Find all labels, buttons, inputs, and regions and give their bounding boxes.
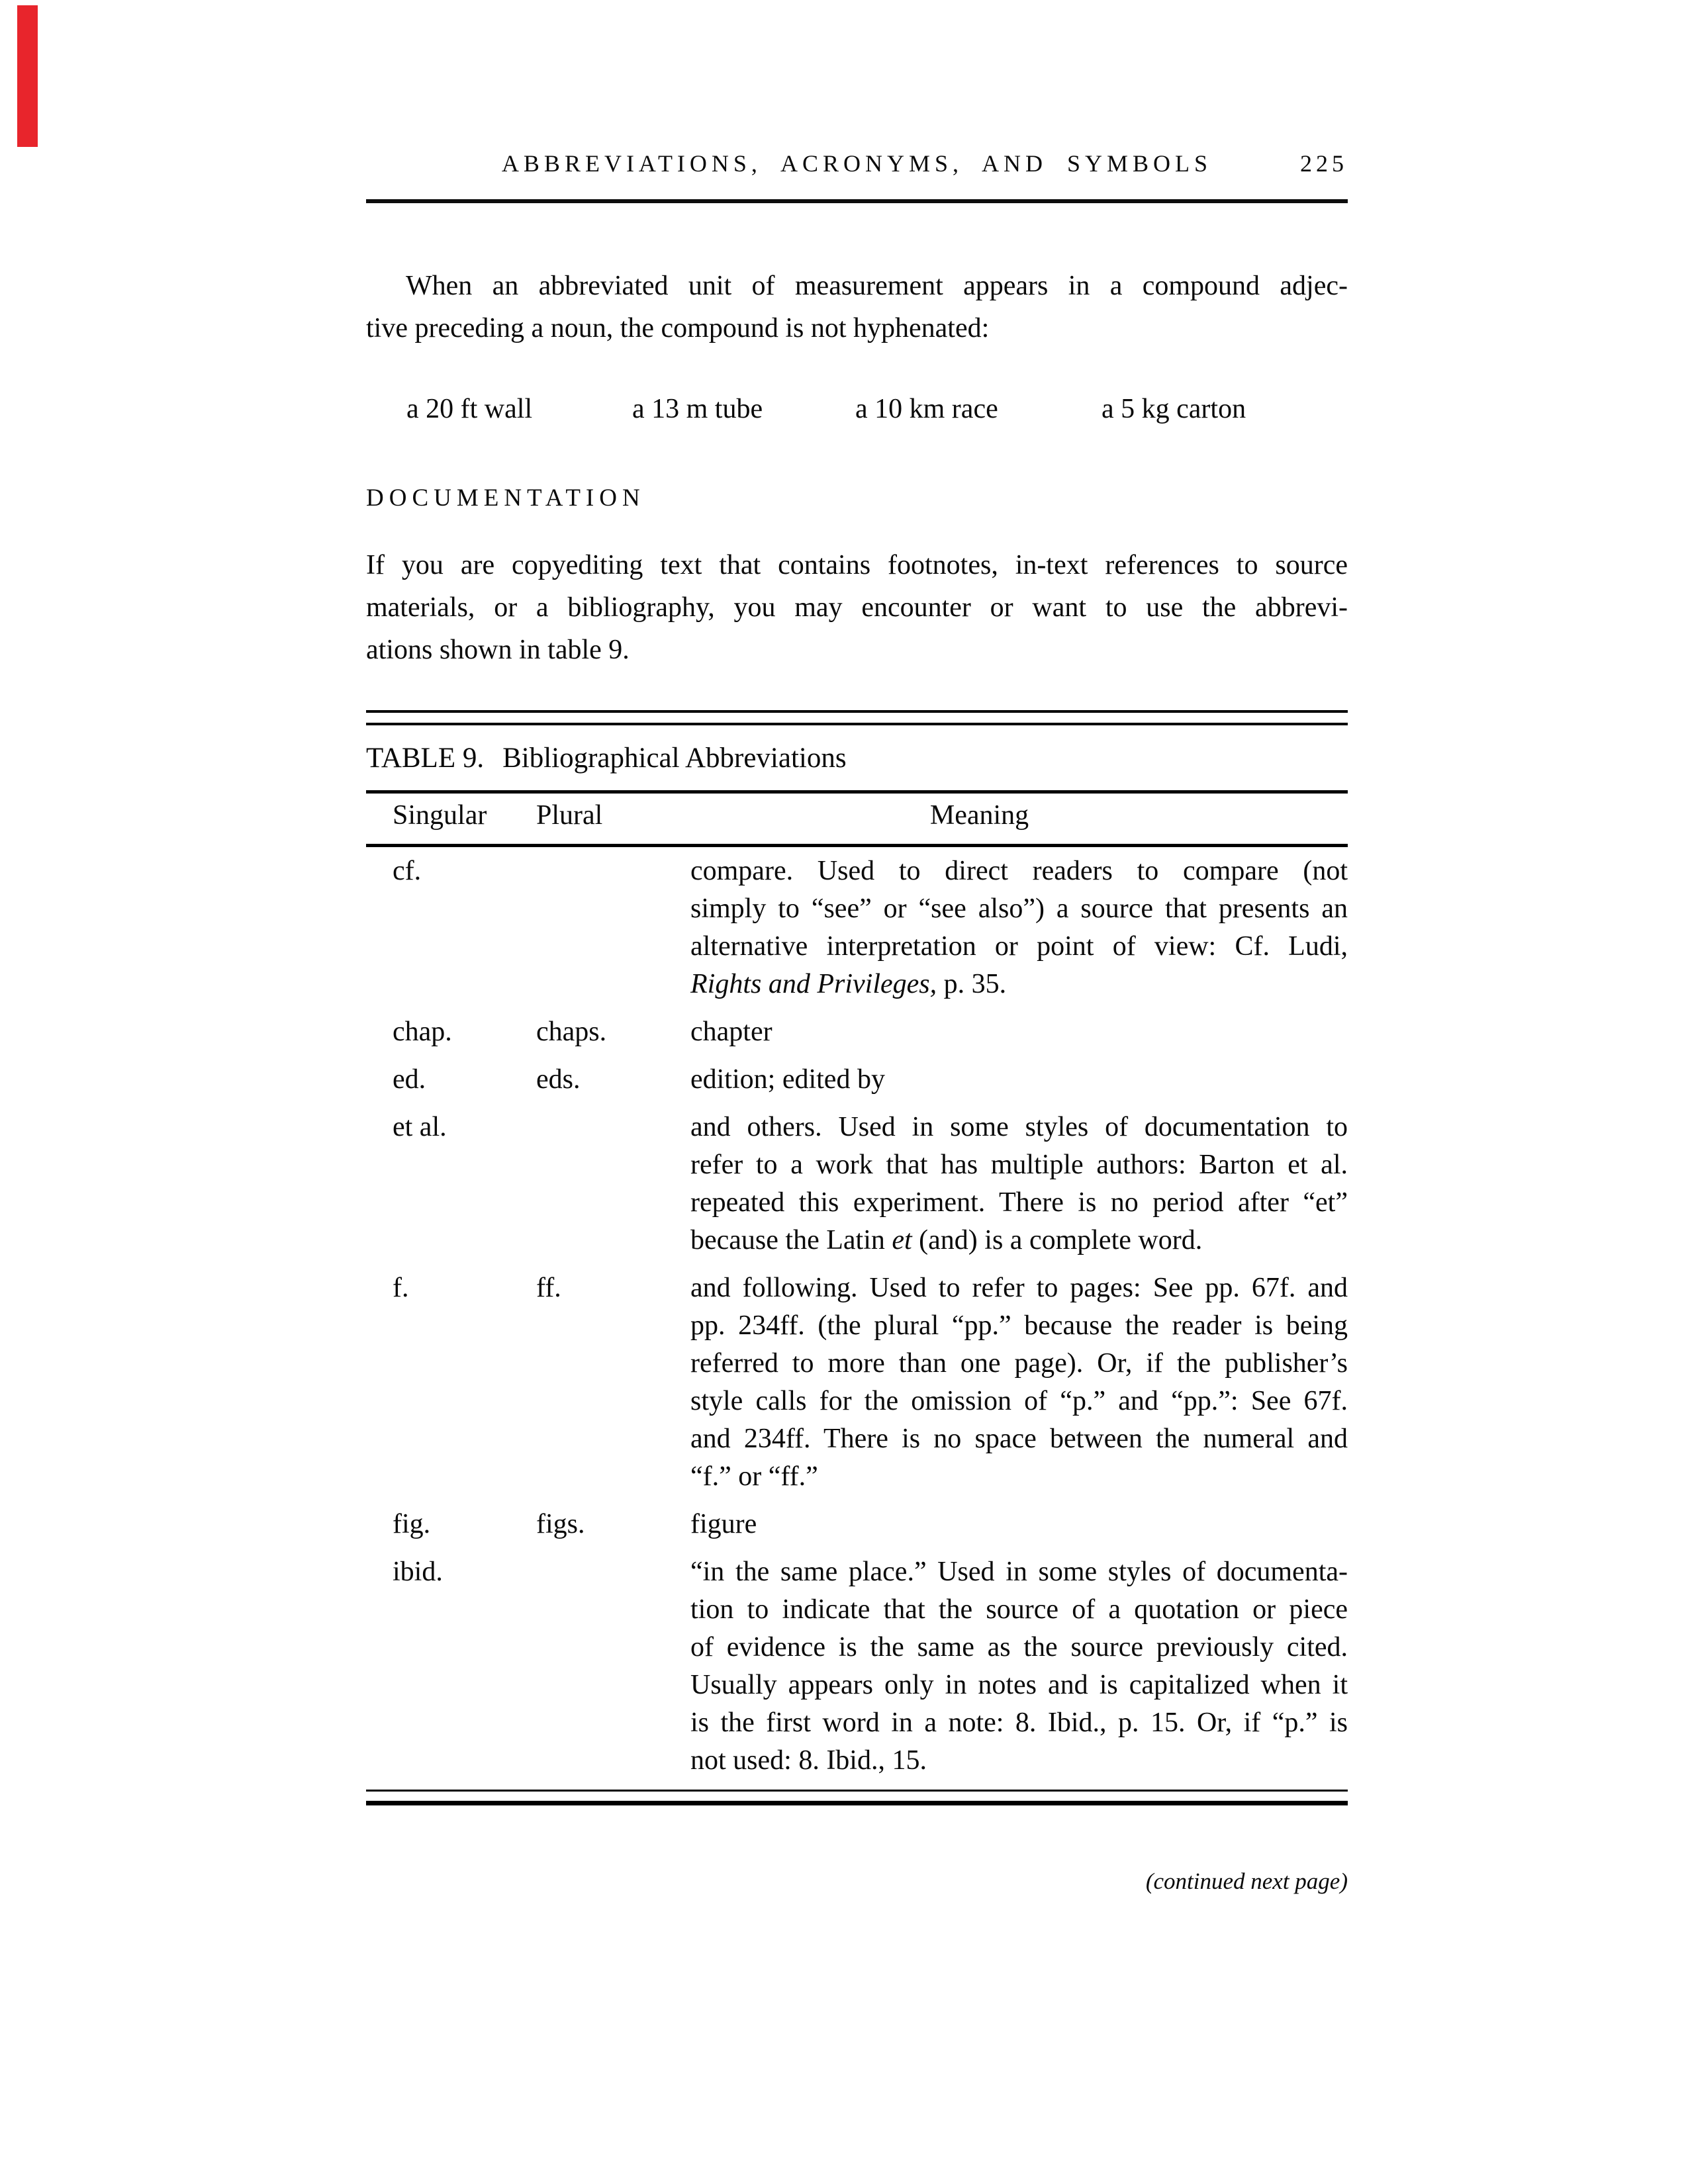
bibliographical-abbreviations-table [366, 710, 1348, 1895]
text-segment: “f.” or “ff.” [690, 1461, 818, 1492]
table-row [366, 1506, 1348, 1543]
text-segment: materials, or a bibliography, you may encounter or want to use the abbrevi- [366, 592, 1348, 623]
singular-cell: cf. [393, 856, 422, 886]
intro-paragraph [366, 265, 1348, 349]
table-header-row [366, 794, 1348, 844]
italic-text: Rights and Privileges, [690, 969, 937, 999]
text-segment: not used: 8. Ibid., 15. [690, 1745, 927, 1776]
example-item: a 5 kg carton [1102, 394, 1246, 424]
table-caption-label: TABLE 9. [366, 743, 485, 774]
text-segment: and following. Used to refer to pages: See pp. 67f. and [690, 1273, 1348, 1303]
table-caption [366, 725, 1348, 790]
text-line [690, 1666, 1348, 1704]
column-header-meaning: Meaning [929, 800, 1029, 831]
table-caption-title: Bibliographical Abbreviations [502, 743, 847, 774]
text-line [690, 1345, 1348, 1383]
table-row [366, 852, 1348, 1003]
text-segment: referred to more than one page). Or, if the publisher’s [690, 1348, 1348, 1379]
plural-cell [536, 1553, 690, 1780]
meaning-cell [690, 1109, 1348, 1259]
text-line [690, 1061, 1348, 1099]
table-body [366, 847, 1348, 1780]
text-line [690, 1222, 1348, 1259]
plural-cell: figs. [536, 1509, 585, 1539]
text-line [690, 852, 1348, 890]
documentation-paragraph [366, 544, 1348, 671]
text-line [690, 1013, 1348, 1051]
text-segment: Usually appears only in notes and is capitalized when it [690, 1670, 1348, 1700]
red-bookmark-tab [17, 5, 38, 147]
singular-cell: chap. [393, 1017, 452, 1047]
meaning-cell [690, 1553, 1348, 1780]
text-line [690, 1742, 1348, 1780]
text-segment: and others. Used in some styles of documentation to [690, 1112, 1348, 1142]
text-segment: (and) is a complete word. [912, 1225, 1203, 1255]
text-line [690, 928, 1348, 966]
text-line [690, 1109, 1348, 1146]
text-line [366, 586, 1348, 629]
table-bottom-rule [366, 1790, 1348, 1805]
text-segment: style calls for the omission of “p.” and “pp.”: See 67f. [690, 1386, 1348, 1416]
text-segment: is the first word in a note: 8. Ibid., p. 15. Or, if “p.” is [690, 1707, 1348, 1738]
text-segment: tive preceding a noun, the compound is not hyphenated: [366, 313, 990, 343]
singular-cell: et al. [393, 1112, 447, 1142]
column-header-singular: Singular [393, 800, 487, 831]
singular-cell: ibid. [393, 1557, 443, 1587]
running-head [366, 150, 1348, 177]
text-line [690, 966, 1348, 1003]
text-line [690, 1629, 1348, 1666]
text-segment: simply to “see” or “see also”) a source that presents an [690, 893, 1348, 924]
table-row [366, 1109, 1348, 1259]
text-segment: tion to indicate that the source of a quotation or piece [690, 1594, 1348, 1625]
text-segment: alternative interpretation or point of view: Cf. Ludi, [690, 931, 1348, 962]
table-row [366, 1061, 1348, 1099]
meaning-cell [690, 1013, 1348, 1051]
text-line [366, 544, 1348, 586]
text-line [690, 1704, 1348, 1742]
text-line [690, 1146, 1348, 1184]
meaning-cell [690, 1061, 1348, 1099]
plural-cell [536, 852, 690, 1003]
running-head-rule [366, 199, 1348, 203]
table-row [366, 1013, 1348, 1051]
plural-cell: chaps. [536, 1017, 607, 1047]
text-line [690, 1269, 1348, 1307]
text-line [690, 1591, 1348, 1629]
text-segment: compare. Used to direct readers to compare (not [690, 856, 1348, 886]
page-number: 225 [1300, 150, 1348, 177]
text-segment: edition; edited by [690, 1064, 885, 1095]
text-segment: p. 35. [937, 969, 1007, 999]
text-line [366, 629, 1348, 671]
text-segment: chapter [690, 1017, 773, 1047]
singular-cell: fig. [393, 1509, 431, 1539]
table-top-double-rule [366, 710, 1348, 725]
text-line [690, 1553, 1348, 1591]
text-segment: and 234ff. There is no space between the numeral and [690, 1424, 1348, 1454]
running-head-title: ABBREVIATIONS, ACRONYMS, AND SYMBOLS [501, 150, 1213, 177]
text-line [690, 890, 1348, 928]
continued-note: (continued next page) [1145, 1868, 1348, 1894]
text-segment: If you are copyediting text that contains footnotes, in-text references to source [366, 550, 1348, 580]
text-line [690, 1458, 1348, 1496]
column-header-plural: Plural [536, 800, 603, 831]
text-segment: ations shown in table 9. [366, 635, 630, 665]
plural-cell [536, 1109, 690, 1259]
meaning-cell [690, 1269, 1348, 1496]
text-line [690, 1420, 1348, 1458]
text-segment: refer to a work that has multiple authors: Barton et al. [690, 1150, 1348, 1180]
measurement-examples [366, 393, 1348, 434]
singular-cell: ed. [393, 1064, 426, 1095]
text-segment: pp. 234ff. (the plural “pp.” because the reader is being [690, 1310, 1348, 1341]
table-row [366, 1269, 1348, 1496]
text-line [690, 1383, 1348, 1420]
italic-text: et [892, 1225, 912, 1255]
plural-cell: ff. [536, 1273, 561, 1303]
singular-cell: f. [393, 1273, 409, 1303]
plural-cell: eds. [536, 1064, 581, 1095]
meaning-cell [690, 852, 1348, 1003]
text-line [690, 1506, 1348, 1543]
text-segment: “in the same place.” Used in some styles of documenta- [690, 1557, 1348, 1587]
example-item: a 20 ft wall [406, 394, 533, 424]
table-row [366, 1553, 1348, 1780]
text-segment: repeated this experiment. There is no period after “et” [690, 1187, 1348, 1218]
meaning-cell [690, 1506, 1348, 1543]
text-segment: When an abbreviated unit of measurement appears in a compound adjec- [406, 271, 1348, 301]
example-item: a 10 km race [855, 394, 998, 424]
documentation-heading: DOCUMENTATION [366, 484, 645, 512]
text-line [690, 1184, 1348, 1222]
text-line [690, 1307, 1348, 1345]
example-item: a 13 m tube [632, 394, 763, 424]
text-line [366, 265, 1348, 307]
text-segment: because the Latin [690, 1225, 892, 1255]
text-segment: of evidence is the same as the source previously cited. [690, 1632, 1348, 1662]
text-segment: figure [690, 1509, 757, 1539]
text-line [366, 307, 1348, 349]
